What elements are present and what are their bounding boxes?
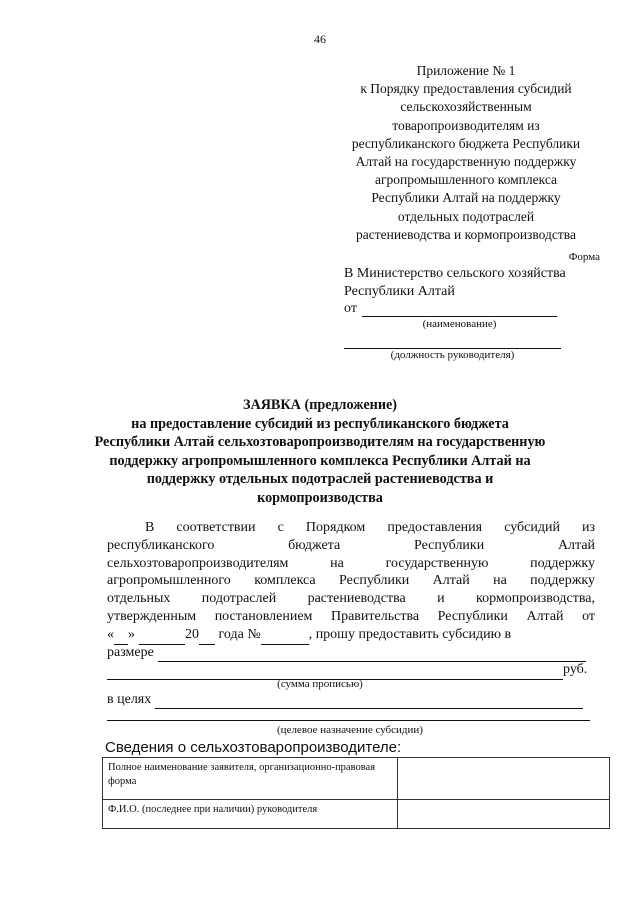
appendix-line: растениеводства и кормопроизводства <box>356 226 576 242</box>
body-line: республиканского бюджета Республики Алтай <box>107 537 595 553</box>
row-label: Полное наименование заявителя, организационно-правовая форма <box>103 758 398 800</box>
title-line: поддержку отдельных подотраслей растениеводства и <box>146 471 494 487</box>
page-number: 46 <box>314 32 326 46</box>
appendix-line: Республики Алтай на поддержку <box>371 190 561 206</box>
appendix-line: товаропроизводителям из <box>392 117 540 133</box>
amount-line <box>107 644 595 662</box>
from-field[interactable] <box>362 302 557 317</box>
appendix-line: к Порядку предоставления субсидий <box>360 81 572 97</box>
from-label: от <box>344 301 357 316</box>
row-value[interactable] <box>398 800 610 829</box>
document-title <box>80 396 560 507</box>
purpose-line <box>107 692 583 709</box>
appendix-line: Алтай на государственную поддержку <box>355 154 577 170</box>
caption-sum: (сумма прописью) <box>277 678 363 690</box>
info-heading: Сведения о сельхозтоваропроизводителе: <box>105 739 402 756</box>
caption-name: (наименование) <box>422 318 497 330</box>
addressee-line-1: В Министерство сельского хозяйства <box>344 266 566 281</box>
caption-position: (должность руководителя) <box>390 349 515 361</box>
purpose-label: в целях <box>107 692 152 707</box>
title-line: на предоставление субсидий из республиканского бюджета <box>131 415 509 432</box>
number-field[interactable] <box>261 626 309 645</box>
amount-field[interactable] <box>158 644 586 663</box>
date-line: « » 20 года № , прошу предоставить субсидию в <box>107 626 595 644</box>
form-label: Форма <box>568 251 600 263</box>
year-field[interactable] <box>199 626 215 645</box>
purpose-field-2[interactable] <box>107 710 590 721</box>
title-line: поддержку агропромышленного комплекса Республики Алтай на <box>109 452 531 469</box>
purpose-field[interactable] <box>155 692 583 709</box>
body-line: отдельных подотраслей растениеводства и кормопроизводства, <box>107 591 595 607</box>
month-field[interactable] <box>139 626 185 645</box>
body-line: утвержденным постановлением Правительства Республики Алтай от <box>107 608 595 624</box>
title-line: Республики Алтай сельхозтоваропроизводителям на государственную <box>94 434 546 450</box>
appendix-line: сельскохозяйственным <box>400 99 532 115</box>
appendix-header <box>330 62 602 244</box>
row-label: Ф.И.О. (последнее при наличии) руководителя <box>103 800 398 829</box>
body-line: агропромышленного комплекса Республики Алтай на поддержку <box>107 573 595 589</box>
table-row <box>103 758 610 800</box>
body-line: В соответствии с Порядком предоставления субсидий из <box>145 520 595 535</box>
caption-purpose: (целевое назначение субсидии) <box>277 724 423 736</box>
title-line: кормопроизводства <box>257 489 383 506</box>
applicant-info-table <box>102 757 610 829</box>
body-line: сельхозтоваропроизводителям на государственную поддержку <box>107 555 595 571</box>
size-label: размере <box>107 644 154 660</box>
row-value[interactable] <box>398 758 610 800</box>
appendix-line: республиканского бюджета Республики <box>351 135 581 151</box>
appendix-line: Приложение № 1 <box>416 63 516 78</box>
appendix-line: отдельных подотраслей <box>397 208 535 224</box>
day-field[interactable] <box>114 626 128 645</box>
amount-line-2 <box>107 661 595 679</box>
appendix-line: агропромышленного комплекса <box>375 172 557 188</box>
position-field[interactable] <box>344 334 561 349</box>
currency-label: руб. <box>563 662 588 678</box>
title-line: ЗАЯВКА (предложение) <box>242 397 398 413</box>
addressee-line-2: Республики Алтай <box>344 284 455 299</box>
table-row <box>103 800 610 829</box>
application-body <box>107 519 595 679</box>
